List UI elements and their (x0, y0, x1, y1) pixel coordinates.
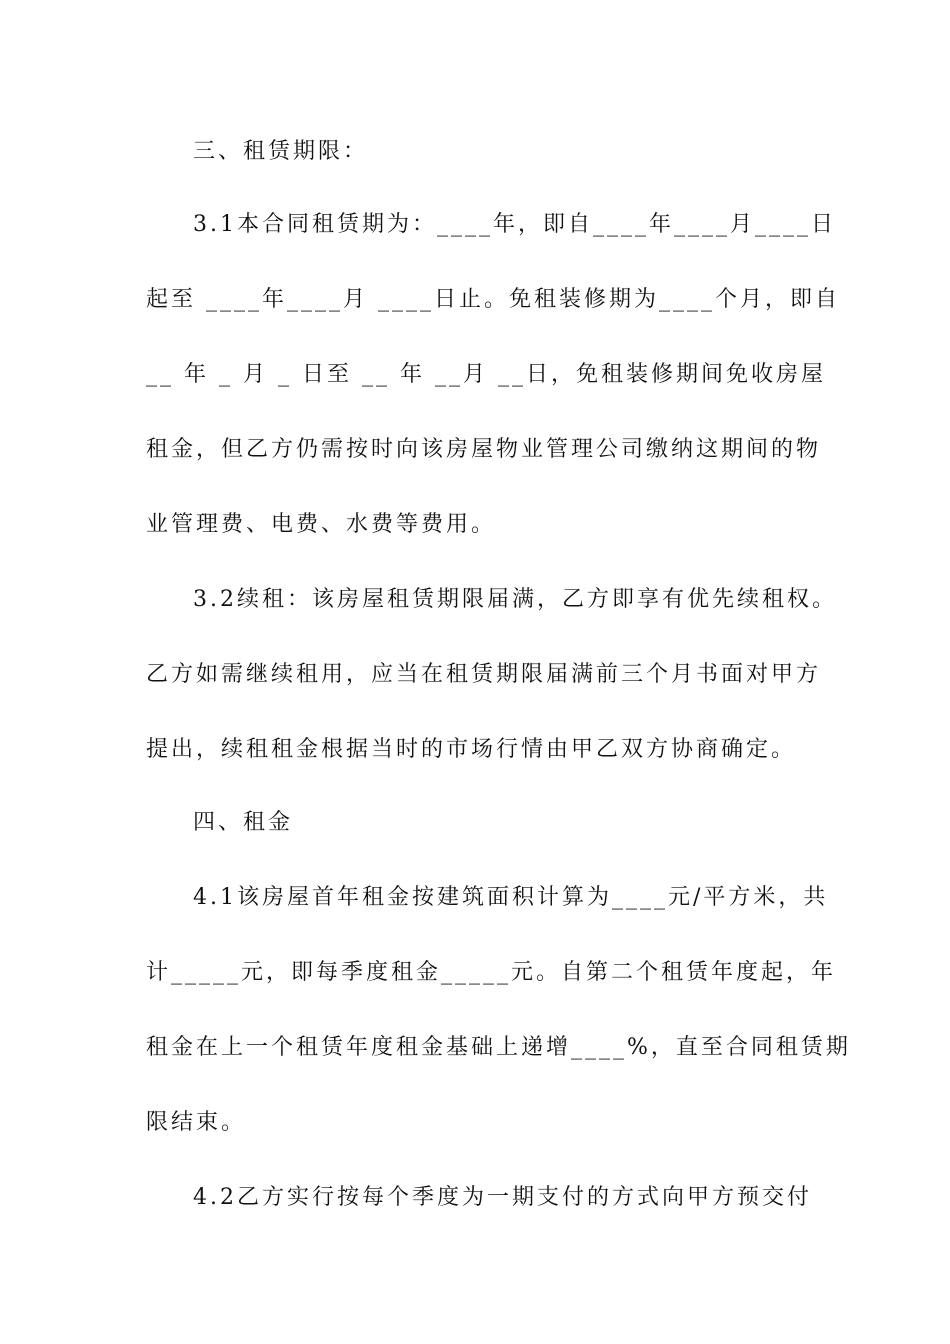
paragraph-line: 计_____元，即每季度租金_____元。自第二个租赁年度起，年 (146, 960, 837, 985)
paragraph-line: 4.2乙方实行按每个季度为一期支付的方式向甲方预交付 (193, 1185, 812, 1210)
paragraph-line: 3.2续租：该房屋租赁期限届满，乙方即享有优先续租权。 (193, 587, 837, 612)
paragraph-line: 提出，续租租金根据当时的市场行情由甲乙双方协商确定。 (146, 737, 797, 762)
paragraph-line: 限结束。 (146, 1110, 247, 1135)
section-heading-lease-term: 三、租赁期限： (193, 139, 369, 164)
section-heading-rent: 四、租金 (193, 810, 294, 835)
paragraph-line: 3.1本合同租赁期为：____年，即自____年____月____日 (193, 212, 836, 237)
paragraph-line: 租金在上一个租赁年度租金基础上递增____%，直至合同租赁期 (146, 1035, 851, 1060)
paragraph-line: 4.1该房屋首年租金按建筑面积计算为____元/平方米，共 (193, 885, 829, 910)
paragraph-line: 乙方如需继续租用，应当在租赁期限届满前三个月书面对甲方 (146, 662, 822, 687)
paragraph-line: __ 年 _ 月 _ 日至 __ 年 __月 __日，免租装修期间免收房屋 (146, 362, 826, 387)
paragraph-line: 租金，但乙方仍需按时向该房屋物业管理公司缴纳这期间的物 (146, 437, 822, 462)
paragraph-line: 起至 ____年____月 ____日止。免租装修期为____个月，即自 (146, 287, 840, 312)
paragraph-line: 业管理费、电费、水费等费用。 (146, 512, 497, 537)
